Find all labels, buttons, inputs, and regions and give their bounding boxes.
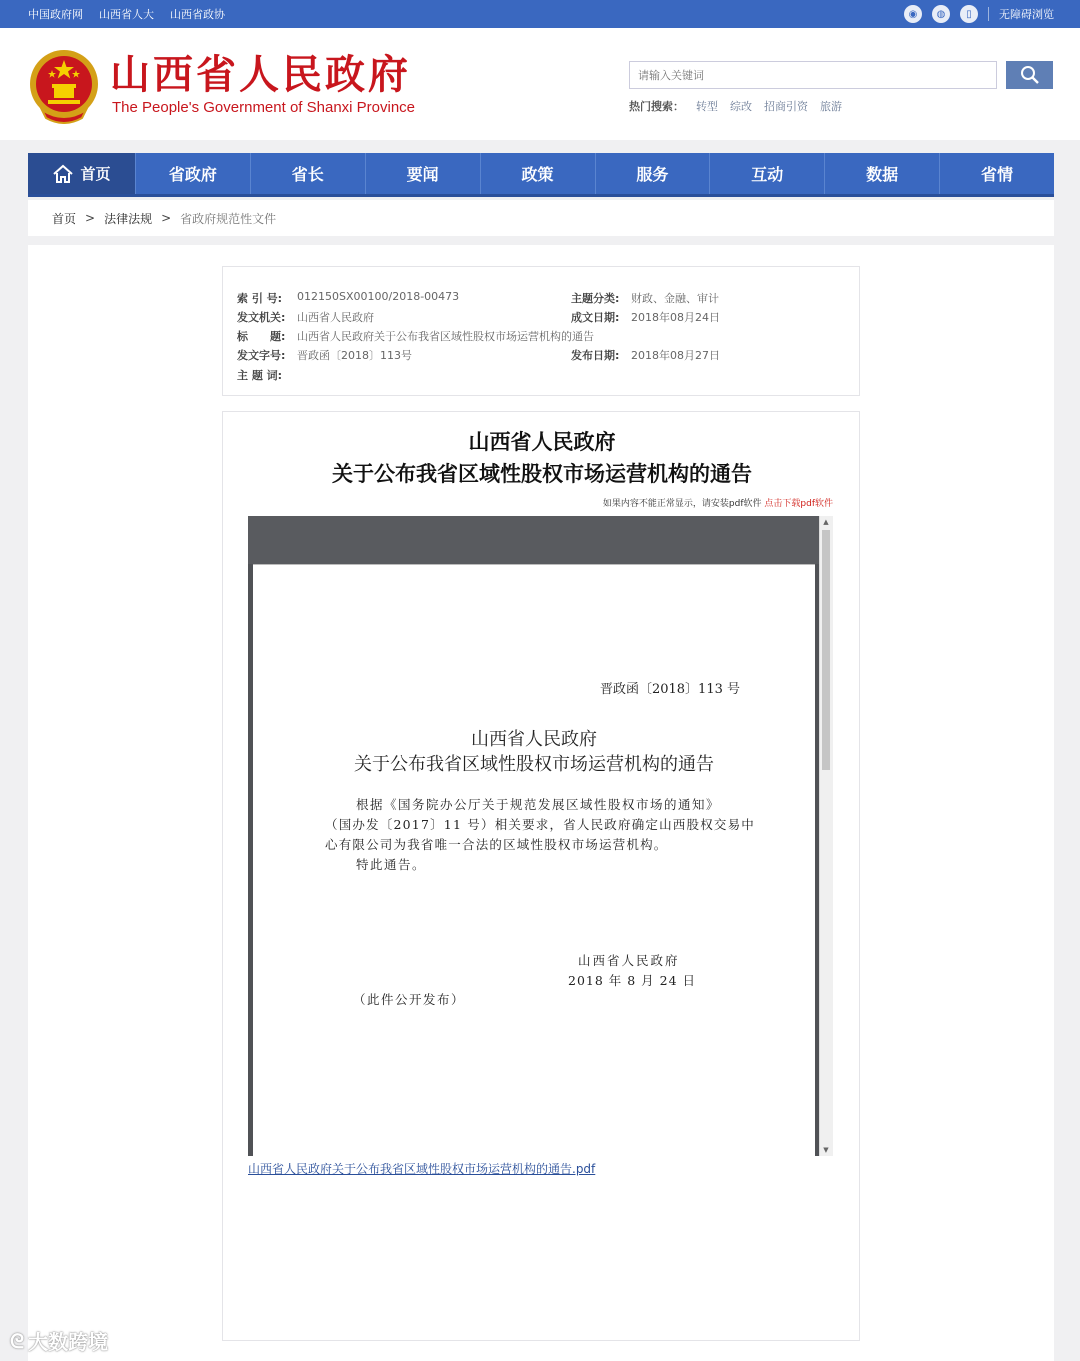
pdf-signature: 山西省人民政府 [578, 953, 680, 968]
weibo-icon[interactable]: ◉ [904, 5, 922, 23]
watermark-logo-icon: ᘓ [10, 1328, 25, 1353]
meta-title [237, 328, 594, 344]
pdf-viewer[interactable] [248, 516, 833, 1156]
pdf-page [253, 564, 815, 1156]
meta-doc-number [237, 347, 412, 363]
download-pdf-link[interactable]: 点击下载pdf软件 [764, 499, 833, 509]
meta-label: 发文字号: [237, 349, 286, 362]
meta-label: 主 题 词: [237, 369, 283, 382]
accessibility-link[interactable]: 无障碍浏览 [999, 8, 1054, 21]
hot-search-item[interactable]: 旅游 [820, 100, 842, 113]
site-subtitle: The People's Government of Shanxi Province [112, 99, 416, 116]
meta-category [571, 290, 719, 306]
breadcrumb-home[interactable]: 首页 [52, 211, 77, 226]
breadcrumb-separator: > [161, 211, 172, 225]
nav-item-province-info[interactable]: 省情 [981, 165, 1014, 184]
nav-item-news[interactable]: 要闻 [366, 153, 481, 194]
top-link-npc[interactable]: 山西省人大 [99, 8, 154, 21]
hot-search-item[interactable]: 转型 [696, 100, 718, 113]
nav-item-label: 首页 [80, 165, 111, 183]
breadcrumb [28, 200, 1054, 236]
scroll-thumb[interactable] [822, 530, 830, 770]
meta-publish-date [571, 347, 720, 363]
meta-value: 山西省人民政府关于公布我省区域性股权市场运营机构的通告 [297, 330, 594, 343]
meta-index [237, 290, 459, 306]
divider [988, 7, 989, 21]
search-icon [1020, 65, 1040, 85]
meta-label: 标 题: [237, 330, 286, 343]
pdf-toolbar-area [248, 516, 819, 564]
hot-search-label: 热门搜索： [629, 100, 684, 113]
meta-label: 发布日期: [571, 349, 620, 362]
watermark [10, 1326, 108, 1355]
pdf-doc-number: 晋政函〔2018〕113 号 [599, 682, 740, 697]
meta-value: 2018年08月24日 [631, 311, 720, 324]
meta-value: 山西省人民政府 [297, 311, 374, 324]
meta-keywords [237, 367, 287, 383]
nav-item-home[interactable] [28, 153, 136, 194]
document-metadata [222, 266, 860, 396]
site-title: 山西省人民政府 [110, 51, 411, 98]
meta-value: 晋政函〔2018〕113号 [297, 349, 412, 362]
top-link-gov[interactable]: 中国政府网 [28, 8, 83, 21]
search-input[interactable] [629, 61, 997, 89]
meta-label: 成文日期: [571, 311, 620, 324]
top-right [904, 0, 1054, 28]
pdf-scrollbar[interactable] [819, 516, 833, 1156]
nav-item-province-gov[interactable]: 省政府 [136, 153, 251, 194]
scroll-up-icon[interactable]: ▲ [823, 518, 829, 526]
breadcrumb-separator: > [85, 211, 96, 225]
pdf-body-line: 根据《国务院办公厅关于规范发展区域性股权市场的通知》 [356, 797, 721, 812]
pdf-note-text: 如果内容不能正常显示，请安装pdf软件 [602, 499, 765, 509]
nav-item-governor[interactable]: 省长 [251, 153, 366, 194]
wechat-icon[interactable]: ◍ [932, 5, 950, 23]
document-title-line1: 山西省人民政府 [468, 430, 616, 454]
breadcrumb-current: 省政府规范性文件 [180, 211, 277, 226]
meta-issuer [237, 309, 374, 325]
breadcrumb-laws[interactable]: 法律法规 [104, 211, 153, 226]
document-title-line2: 关于公布我省区域性股权市场运营机构的通告 [332, 462, 752, 486]
pdf-date: 2018 年 8 月 24 日 [568, 973, 697, 988]
scroll-down-icon[interactable]: ▼ [823, 1146, 829, 1154]
national-emblem-icon [28, 48, 100, 124]
search-button[interactable] [1006, 61, 1053, 89]
mobile-icon[interactable]: ▯ [960, 5, 978, 23]
nav-item-service[interactable]: 服务 [596, 153, 711, 194]
nav-item-interaction[interactable]: 互动 [710, 153, 825, 194]
hot-search-item[interactable]: 综改 [730, 100, 752, 113]
pdf-body-line: 特此通告。 [356, 857, 427, 872]
top-bar [0, 0, 1080, 28]
home-icon [52, 164, 74, 184]
site-header [0, 28, 1080, 140]
meta-written-date [571, 309, 720, 325]
top-links [28, 0, 225, 28]
meta-label: 主题分类: [571, 292, 620, 305]
pdf-title-line2: 关于公布我省区域性股权市场运营机构的通告 [354, 754, 714, 775]
pdf-file-link[interactable]: 山西省人民政府关于公布我省区域性股权市场运营机构的通告.pdf [248, 1162, 596, 1176]
pdf-body-line: （国办发〔2017〕11 号）相关要求，省人民政府确定山西股权交易中 [325, 817, 755, 832]
top-link-cppcc[interactable]: 山西省政协 [170, 8, 225, 21]
pdf-public-note: （此件公开发布） [353, 992, 466, 1007]
meta-value: 2018年08月27日 [631, 349, 720, 362]
main-nav [28, 153, 1054, 197]
pdf-title-line1: 山西省人民政府 [471, 729, 597, 750]
pdf-note [603, 496, 833, 509]
nav-item-data[interactable]: 数据 [825, 153, 940, 194]
pdf-body-line: 心有限公司为我省唯一合法的区域性股权市场运营机构。 [325, 837, 668, 852]
meta-label: 索 引 号: [237, 292, 283, 305]
hot-search [629, 98, 842, 114]
meta-value: 012150SX00100/2018-00473 [297, 290, 460, 303]
watermark-text: 大数跨境 [28, 1330, 109, 1354]
nav-item-policy[interactable]: 政策 [481, 153, 596, 194]
meta-value: 财政、金融、审计 [631, 292, 719, 305]
meta-label: 发文机关: [237, 311, 286, 324]
hot-search-item[interactable]: 招商引资 [764, 100, 808, 113]
